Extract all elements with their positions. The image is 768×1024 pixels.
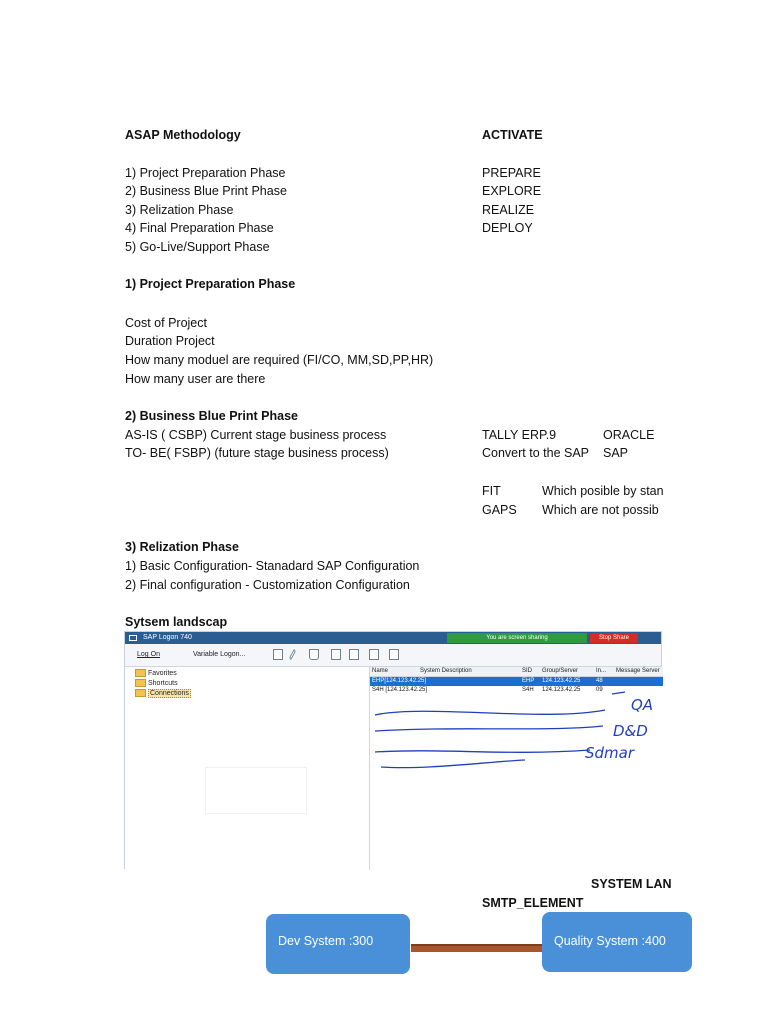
handwriting-annotations (125, 632, 663, 870)
tally-label: TALLY ERP.9 (482, 428, 557, 442)
section3-line: 1) Basic Configuration- Stanadard SAP Configuration (125, 559, 420, 573)
to-be-line: TO- BE( FSBP) (future stage business process) (125, 446, 389, 460)
section1-line: How many user are there (125, 372, 266, 386)
landscape-arrow (411, 944, 542, 952)
convert-label: Convert to the SAP (482, 446, 590, 460)
col-message-server[interactable]: Message Server (616, 668, 660, 674)
activate-phase: EXPLORE (482, 184, 542, 198)
table-row[interactable]: S4H [124.123.42.25] S4H 124.123.42.25 09 (372, 687, 603, 693)
tree-item-shortcuts[interactable]: Shortcuts (135, 679, 178, 687)
section1-line: Cost of Project (125, 316, 207, 330)
activate-phase: REALIZE (482, 203, 535, 217)
activate-title: ACTIVATE (482, 128, 543, 142)
variable-logon-button[interactable]: Variable Logon... (193, 651, 246, 658)
stop-share-button[interactable]: Stop Share (590, 633, 638, 643)
tree-item-favorites[interactable]: Favorites (135, 669, 177, 677)
tree-item-connections[interactable]: Connections (135, 689, 191, 697)
col-instance[interactable]: In... (596, 668, 607, 674)
activate-phase: PREPARE (482, 166, 541, 180)
landscape-title: Sytsem landscap (125, 615, 228, 629)
section3-line: 2) Final configuration - Customization Configuration (125, 578, 410, 592)
oracle-label: ORACLE (603, 428, 655, 442)
fit-label: FIT (482, 484, 501, 498)
phase-item: 3) Relization Phase (125, 203, 234, 217)
handwritten-dd: D&D (613, 722, 648, 740)
methodology-title: ASAP Methodology (125, 128, 241, 142)
screen-sharing-banner: You are screen sharing (447, 633, 587, 643)
gaps-label: GAPS (482, 503, 517, 517)
dev-system-label: Dev System :300 (278, 934, 374, 948)
handwritten-sdmar: Sdmar (585, 744, 635, 762)
quality-system-label: Quality System :400 (554, 934, 666, 948)
col-sid[interactable]: SID (522, 668, 533, 674)
activate-phase: DEPLOY (482, 221, 533, 235)
phase-item: 2) Business Blue Print Phase (125, 184, 287, 198)
sap-window-title: SAP Logon 740 (143, 634, 192, 641)
handwritten-qa: QA (631, 696, 654, 714)
section1-title: 1) Project Preparation Phase (125, 277, 296, 291)
col-name[interactable]: Name (372, 668, 389, 674)
col-description[interactable]: System Description (420, 668, 472, 674)
table-row[interactable]: EHP[124.123.42.25] EHP 124.123.42.25 48 (370, 677, 663, 686)
sap-label: SAP (603, 446, 629, 460)
log-on-button[interactable]: Log On (137, 651, 160, 658)
gaps-description: Which are not possib (542, 503, 659, 517)
phase-item: 1) Project Preparation Phase (125, 166, 286, 180)
quality-system-box (542, 912, 692, 972)
as-is-line: AS-IS ( CSBP) Current stage business process (125, 428, 387, 442)
section1-line: How many moduel are required (FI/CO, MM,SD,PP,HR) (125, 353, 434, 367)
phase-item: 5) Go-Live/Support Phase (125, 240, 270, 254)
section2-title: 2) Business Blue Print Phase (125, 409, 298, 423)
section1-line: Duration Project (125, 334, 215, 348)
sap-logon-screenshot (124, 631, 662, 869)
smtp-element-label: SMTP_ELEMENT (482, 896, 584, 910)
dev-system-box (266, 914, 410, 974)
system-landscape-label: SYSTEM LAN (591, 877, 672, 891)
fit-description: Which posible by stan (542, 484, 664, 498)
phase-item: 4) Final Preparation Phase (125, 221, 274, 235)
col-server[interactable]: Group/Server (542, 668, 579, 674)
section3-title: 3) Relization Phase (125, 540, 239, 554)
